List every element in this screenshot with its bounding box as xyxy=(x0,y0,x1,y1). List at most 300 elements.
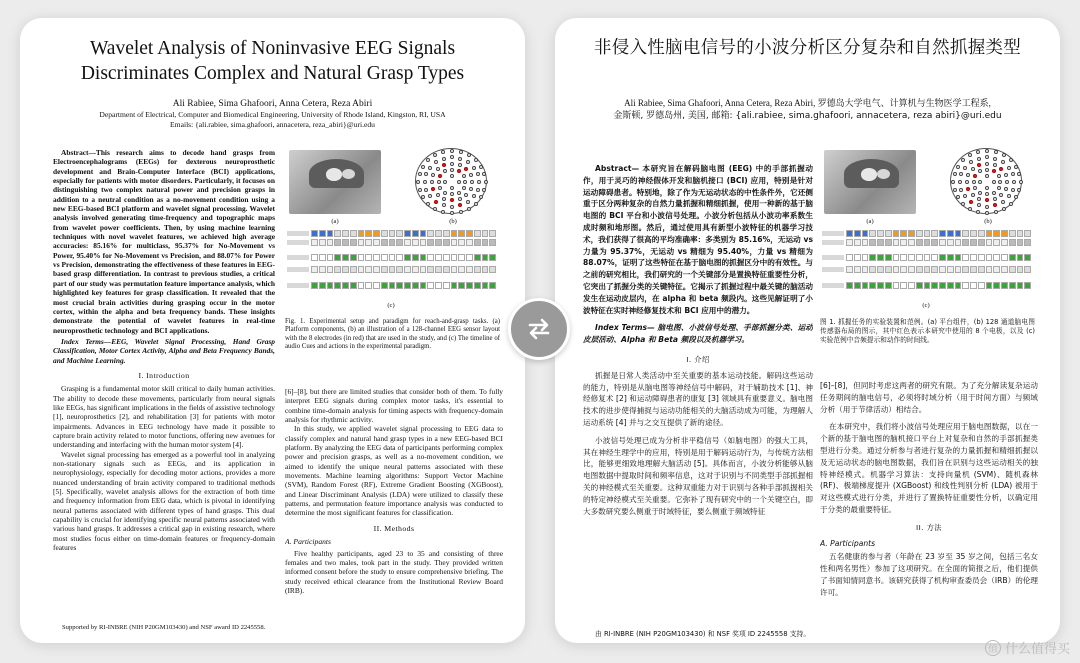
timeline-cell xyxy=(993,282,1000,289)
electrode xyxy=(450,174,454,178)
electrode xyxy=(476,188,480,192)
timeline-cell xyxy=(435,230,442,237)
timeline-cell xyxy=(458,266,465,273)
timeline-cell xyxy=(358,239,365,246)
electrode xyxy=(469,187,473,191)
timeline-cell xyxy=(420,254,427,261)
fig-label-a: (a) xyxy=(866,218,874,225)
timeline-cell xyxy=(334,266,341,273)
timeline-cell xyxy=(924,282,931,289)
electrode xyxy=(977,203,981,207)
methods-paragraph-1: Five healthy participants, aged 23 to 35 and consisting of three females and two males, took part in the study. They provided written informed consent before the study to ensure comprehensive briefing. The study received ethical clearance from the Institutional Review Board (IRB). xyxy=(285,548,503,595)
timeline-cell xyxy=(373,230,380,237)
timeline-cell xyxy=(939,266,946,273)
timeline-cell xyxy=(947,254,954,261)
electrode xyxy=(971,167,975,171)
electrode xyxy=(426,158,430,162)
timeline-row xyxy=(311,254,497,261)
timeline-cell xyxy=(319,282,326,289)
timeline-cell xyxy=(311,230,318,237)
timeline-cell xyxy=(877,239,884,246)
paper-authors: Ali Rabiee, Sima Ghafoori, Anna Cetera, Reza Abiri xyxy=(172,99,373,109)
electrode xyxy=(442,203,446,207)
electrode xyxy=(976,150,980,154)
timeline-cell xyxy=(900,254,907,261)
timeline-cell xyxy=(900,266,907,273)
timeline-row-label xyxy=(287,267,309,272)
timeline-cell xyxy=(970,230,977,237)
electrode xyxy=(437,180,441,184)
timeline-cell xyxy=(381,230,388,237)
timeline-cell xyxy=(474,230,481,237)
electrode xyxy=(457,191,461,195)
timeline-cell xyxy=(877,282,884,289)
timeline-cell xyxy=(947,266,954,273)
electrode xyxy=(458,197,462,201)
electrode xyxy=(1011,188,1015,192)
timeline-cell xyxy=(466,239,473,246)
electrode xyxy=(474,158,478,162)
timeline-cell xyxy=(908,239,915,246)
subsection-participants-title-zh: A. Participants xyxy=(820,538,876,548)
left-column-2 xyxy=(285,387,503,635)
timeline-cell xyxy=(365,230,372,237)
timeline-cell xyxy=(319,239,326,246)
electrode xyxy=(436,167,440,171)
timeline-cell xyxy=(970,282,977,289)
swap-arrows-icon xyxy=(524,314,554,344)
funding-footnote-zh: 由 RI-INBRE (NIH P20GM103430) 和 NSF 奖项 ID 2245558 支持。 xyxy=(595,630,811,638)
chinese-paper-page xyxy=(555,18,1060,643)
timeline-cell xyxy=(373,266,380,273)
electrode xyxy=(999,193,1003,197)
electrode xyxy=(467,153,471,157)
electrode xyxy=(479,165,483,169)
timeline-cell xyxy=(420,239,427,246)
timeline-cell xyxy=(862,282,869,289)
watermark-text: 什么值得买 xyxy=(1004,642,1070,657)
timeline-cell xyxy=(846,239,853,246)
timeline-cell xyxy=(846,266,853,273)
electrode xyxy=(474,202,478,206)
timeline-cell xyxy=(474,254,481,261)
electrode xyxy=(978,191,982,195)
timeline-cell xyxy=(955,230,962,237)
abstract-zh: Abstract— 本研究旨在解码脑电图 (EEG) 中的手部抓握动作，用于灵巧的神经假体开发和脑机接口 (BCI) 应用，特别是针对运动障碍患者。特别地，除了作为无运动状态的中性条件外，它还侧重于区分两种复杂的自然力量抓握和精细抓握，使用一种新的基于脑电图的 BCI 平台和小波信号处理。小波分析包括从小波功率系数生成时频和地形图。然后，通过使用具有新型小波特征的机器学习技术，我们获得了很高的平均准确率：多类别为 85.16%，无运动 vs 力量为 95.37%，无运动 vs 精细为 95.40%，力量 vs 精细为 88.07%，证明了这些特征在基于脑电图的抓握区分中的有效性。与之前的研究相比，我们研究的一个关键部分是置换特征重要性分析，它突出了抓握分类的关键特征。它揭示了抓握过程中最关键的脑活动发生在运动皮层内，在 alpha 和 beta 频段内。这些见解证明了小波特征在实时神经修复技术和 BCI 应用中的潜力。 xyxy=(583,164,813,315)
timeline-cell xyxy=(482,266,489,273)
timeline-cell xyxy=(986,266,993,273)
timeline-cell xyxy=(893,230,900,237)
timeline-cell xyxy=(908,282,915,289)
timeline-cell xyxy=(412,254,419,261)
timeline-cell xyxy=(358,230,365,237)
electrode xyxy=(985,211,989,215)
timeline-cell xyxy=(358,254,365,261)
electrode xyxy=(477,180,481,184)
timeline-cell xyxy=(939,230,946,237)
paper-affiliation-zh: 金斯顿, 罗德岛州, 美国, 邮箱: {ali.rabiee, sima.ghafoori, annacetera, reza abiri}@uri.edu xyxy=(613,111,1002,121)
electrode xyxy=(469,173,473,177)
timeline-cell xyxy=(482,230,489,237)
electrode xyxy=(1012,180,1016,184)
electrode xyxy=(1011,172,1015,176)
electrode xyxy=(985,174,989,178)
timeline-cell xyxy=(931,254,938,261)
timeline-cell xyxy=(1017,266,1024,273)
timeline-cell xyxy=(978,282,985,289)
electrode xyxy=(424,172,428,176)
electrode xyxy=(467,207,471,211)
timeline-cell xyxy=(1017,254,1024,261)
timeline-cell xyxy=(311,254,318,261)
abstract: Abstract—This research aims to decode hand grasps from Electroencephalograms (EEGs) for dexterous neuroprosthetic development and Brain-Computer Interface (BCI) applications, especially for patients with motor disorders. Particularly, it focuses on distinguishing two complex natural power and precision grasps in addition to a neutral condition as a no-movement condition using a new EEG-based BCI platform and wavelet signal processing. Wavelet analysis involved generating time-frequency and topographic maps from wavelet power coefficients. Then, by using machine learning techniques with novel wavelet features, we achieved high average accuracies: 85.16% for multiclass, 95.37% for No-Movement vs Power, 95.40% for No-Movement vs Precision, and 88.07% for Power vs Precision, demonstrating the effectiveness of these features in EEG-based grasp differentiation. In contrast to previous studies, a critical part of our study was permutation feature importance analysis, which highlighted key features for grasp classification. It revealed that the most crucial brain activities during grasping occur in the motor cortex, within the alpha and beta frequency bands. These insights demonstrate the potential of wavelet features in real-time neuroprosthetic technology and BCI applications. xyxy=(53,148,275,335)
electrode xyxy=(985,155,989,159)
electrode xyxy=(976,210,980,214)
timeline-cell xyxy=(924,239,931,246)
timeline-cell xyxy=(908,230,915,237)
timeline-row xyxy=(846,254,1032,261)
electrode xyxy=(985,186,989,190)
electrode-used xyxy=(457,169,461,173)
timeline-row xyxy=(846,230,1032,237)
timeline-cell xyxy=(1009,266,1016,273)
timeline-cell xyxy=(877,266,884,273)
timeline-cell xyxy=(970,254,977,261)
timeline-cell xyxy=(869,266,876,273)
electrode xyxy=(963,194,967,198)
electrode-used xyxy=(438,174,442,178)
timeline-cell xyxy=(900,239,907,246)
timeline-cell xyxy=(451,239,458,246)
electrode xyxy=(459,150,463,154)
timeline-cell xyxy=(869,239,876,246)
electrode xyxy=(992,180,996,184)
timeline-cell xyxy=(489,254,496,261)
col2-paragraph-1-zh: [6]–[8]，但同时考虑这两者的研究有限。为了充分解读复杂运动任务期间的脑电信号，必须将时域分析（用于时间方面）与频域分析（用于节律活动）相结合。 xyxy=(820,381,1038,414)
timeline-cell xyxy=(1001,266,1008,273)
electrode xyxy=(428,194,432,198)
eeg-sensor-layout xyxy=(950,148,1022,214)
electrode xyxy=(434,160,438,164)
electrode xyxy=(997,186,1001,190)
electrode xyxy=(438,186,442,190)
electrode xyxy=(969,160,973,164)
electrode xyxy=(416,180,420,184)
electrode xyxy=(424,188,428,192)
timeline-cell xyxy=(854,282,861,289)
electrode xyxy=(1005,180,1009,184)
timeline-cell xyxy=(908,266,915,273)
timeline-cell xyxy=(443,266,450,273)
intro-paragraph-1-zh: 抓握是日常人类活动中至关重要的基本运动技能。解码这些运动的能力，特别是从脑电图等神经信号中解码，对于辅助技术 [1]、神经修复术 [2] 和运动障碍患者的康复 [3] 领域具有重要意义。脑电图技术的进步使得捕捉与运动功能相关的大脑活动成为可能，为理解人运动系统 [4] 并与之交互提供了新的途径。 xyxy=(583,370,813,427)
timeline-cell xyxy=(458,239,465,246)
electrode xyxy=(457,180,461,184)
electrode xyxy=(977,157,981,161)
paper-affiliation xyxy=(40,110,505,130)
electrode xyxy=(436,193,440,197)
timeline-cell xyxy=(900,282,907,289)
timeline-cell xyxy=(939,282,946,289)
timeline-cell xyxy=(404,282,411,289)
timeline-cell xyxy=(435,239,442,246)
electrode xyxy=(963,166,967,170)
electrode xyxy=(994,210,998,214)
timeline-cell xyxy=(327,239,334,246)
timeline-cell xyxy=(311,239,318,246)
electrode xyxy=(959,188,963,192)
timeline-cell xyxy=(931,266,938,273)
timeline-cell xyxy=(466,254,473,261)
timeline-cell xyxy=(365,266,372,273)
timeline-cell xyxy=(869,282,876,289)
timeline-cell xyxy=(396,230,403,237)
timeline-cell xyxy=(342,230,349,237)
timeline-row-label xyxy=(287,283,309,288)
timeline-cell xyxy=(389,254,396,261)
timeline-cell xyxy=(947,282,954,289)
timeline-cell xyxy=(381,266,388,273)
fig-label-c: (c) xyxy=(387,302,395,309)
timeline-cell xyxy=(931,230,938,237)
electrode xyxy=(1007,194,1011,198)
timeline-cell xyxy=(482,254,489,261)
timeline-cell xyxy=(412,266,419,273)
timeline-cell xyxy=(482,239,489,246)
timeline-cell xyxy=(939,239,946,246)
fig-label-b: (b) xyxy=(984,218,992,225)
electrode xyxy=(433,153,437,157)
watermark-logo-icon: 值 xyxy=(985,640,1001,656)
timeline-cell xyxy=(489,266,496,273)
fig-label-a: (a) xyxy=(331,218,339,225)
timeline-cell xyxy=(962,230,969,237)
timeline-cell xyxy=(1024,239,1031,246)
timeline-cell xyxy=(427,282,434,289)
timeline-cell xyxy=(931,282,938,289)
timeline-cell xyxy=(365,239,372,246)
electrode xyxy=(450,162,454,166)
affiliation-text: Department of Electrical, Computer and Biomedical Engineering, University of Rhode Island, Kingston, RI, USA xyxy=(99,110,446,119)
timeline-row-label xyxy=(287,231,309,236)
electrode xyxy=(953,172,957,176)
electrode-used xyxy=(977,163,981,167)
timeline-cell xyxy=(978,239,985,246)
timeline-cell xyxy=(327,282,334,289)
timeline-cell xyxy=(427,254,434,261)
electrode xyxy=(993,197,997,201)
electrode xyxy=(443,180,447,184)
timeline-cell xyxy=(474,266,481,273)
electrode xyxy=(985,205,989,209)
intro-paragraph-2-zh: 小波信号处理已成为分析非平稳信号（如脑电图）的强大工具，其在神经生理学中的应用，特别是用于解码运动行为，与传统方法相比，能够更细致地理解大脑活动 [5]。具体而言，小波分析能够从脑电图数据中提取时间和频率信息，这对于识别与不同类型手部抓握相关的神经模式至关重要。这种双重能力对于识别与各种手部抓握相关的特定神经模式至关重要。它弥补了现有研究中的一个关键空白，即大多数研究要么侧重于时域特征，要么侧重于频域特征 xyxy=(583,435,813,516)
electrode xyxy=(1017,172,1021,176)
electrode xyxy=(1004,173,1008,177)
figure-1-caption: Fig. 1. Experimental setup and paradigm for reach-and-grasp tasks. (a) Platform components, (b) an illustration of a 128-channel EEG sensor layout with the 8 electrodes (in red) that are used in the study, and (c) The timeline of audio Cues and actions in the experimental paradigm. xyxy=(285,318,500,350)
electrode xyxy=(462,186,466,190)
intro-paragraph-1: Grasping is a fundamental motor skill critical to daily human activities. The ability to decode these movements, particularly from neural signals like EEGs, has significant implications in the fields of assistive technology [1], neuroprosthetics [2], and rehabilitation [3] for patients with motor impairments. Advances in EEG technology have made it possible to capture brain activity related to motor functions, offering new avenues for understanding and interfacing with the human motor system [4]. xyxy=(53,384,275,450)
timeline-row xyxy=(311,266,497,273)
electrode-used xyxy=(464,167,468,171)
timeline-cell xyxy=(319,254,326,261)
timeline-cell xyxy=(924,230,931,237)
timeline-cell xyxy=(443,239,450,246)
timeline-cell xyxy=(435,282,442,289)
timeline-cell xyxy=(474,239,481,246)
electrode xyxy=(443,191,447,195)
electrode xyxy=(958,180,962,184)
electrode-used xyxy=(973,174,977,178)
electrode xyxy=(966,173,970,177)
timeline-cell xyxy=(970,266,977,273)
timeline-cell xyxy=(319,266,326,273)
electrode xyxy=(1001,200,1005,204)
timeline-cell xyxy=(451,254,458,261)
subsection-participants-title: A. Participants xyxy=(285,537,331,547)
section-introduction-title-zh: I. 介绍 xyxy=(686,354,710,364)
electrode xyxy=(479,195,483,199)
electrode xyxy=(972,180,976,184)
timeline-cell xyxy=(1024,266,1031,273)
electrode xyxy=(482,188,486,192)
electrode xyxy=(459,210,463,214)
timeline-cell xyxy=(365,254,372,261)
electrode xyxy=(484,180,488,184)
electrode xyxy=(463,180,467,184)
timeline-cell xyxy=(962,282,969,289)
timeline-cell xyxy=(451,266,458,273)
electrode xyxy=(985,162,989,166)
timeline-cell xyxy=(350,266,357,273)
timeline-cell xyxy=(1001,282,1008,289)
timeline-cell xyxy=(978,266,985,273)
timeline-cell xyxy=(955,266,962,273)
electrode xyxy=(466,200,470,204)
timeline-cell xyxy=(1017,230,1024,237)
timeline-cell xyxy=(1017,239,1024,246)
timeline-cell xyxy=(1024,254,1031,261)
timeline-cell xyxy=(420,230,427,237)
electrode xyxy=(968,207,972,211)
electrode-used xyxy=(999,167,1003,171)
electrode xyxy=(951,180,955,184)
col2-paragraph-2-zh: 在本研究中，我们将小波信号处理应用于脑电图数据，以在一个新的基于脑电图的脑机接口平台上对复杂和自然的手部抓握类型进行分类。通过分析参与者进行复杂的力量抓握和精细抓握以及无运动状态的脑电图数据，我们旨在识别与这些运动相关的独特神经模式。机器学习算法：支持向量机 (SVM)、随机森林 (RF)、极端梯度提升 (XGBoost) 和线性判别分析 (LDA) 被用于对这些模式进行分类，并进行了置换特征重要性分析，以确定用于分类的最重要特征。 xyxy=(820,422,1038,514)
col2-paragraph-1: [6]–[8], but there are limited studies that consider both of them. To fully interpret EEG signals during complex motor tasks, it's essential to combine time-domain analysis for timing aspects with frequency-domain analysis for rhythmic activity. xyxy=(285,387,503,425)
timeline-cell xyxy=(373,239,380,246)
timeline-cell xyxy=(986,239,993,246)
timeline-cell xyxy=(846,230,853,237)
timeline-cell xyxy=(986,254,993,261)
platform-photo xyxy=(824,150,916,214)
electrode xyxy=(433,207,437,211)
paper-title: Wavelet Analysis of Noninvasive EEG Signals Discriminates Complex and Natural Grasp Types xyxy=(80,38,465,84)
timeline-cell xyxy=(466,266,473,273)
timeline-cell xyxy=(986,230,993,237)
timeline-cell xyxy=(474,282,481,289)
timeline-cell xyxy=(877,230,884,237)
intro-paragraph-2: Wavelet signal processing has emerged as a powerful tool in analyzing non-stationary signals such as EEGs, and its application in neurophysiology, especially for decoding motor actions, provides a more nuanced understanding of brain activity compared to traditional methods [5]. Specifically, wavelet analysis allows for the extraction of both time and frequency information from EEG data, which is pivotal in identifying neural patterns associated with different types of hand grasps. This dual capability is crucial for identifying specific neural patterns associated with various hand grasps. It addresses a critical gap in existing research, where most studies focus either on time-domain features or frequency-domain features xyxy=(53,449,275,553)
timeline-cell xyxy=(916,254,923,261)
timeline-cell xyxy=(334,282,341,289)
electrode xyxy=(450,192,454,196)
electrode xyxy=(998,180,1002,184)
timeline-cell xyxy=(451,230,458,237)
timeline-cell xyxy=(993,230,1000,237)
electrode xyxy=(994,150,998,154)
timeline-cell xyxy=(451,282,458,289)
electrode xyxy=(993,157,997,161)
electrode xyxy=(953,188,957,192)
electrode xyxy=(1009,158,1013,162)
eeg-sensor-layout xyxy=(415,148,487,214)
swap-translation-button[interactable] xyxy=(508,298,570,360)
timeline-cell xyxy=(358,282,365,289)
electrode-used xyxy=(992,169,996,173)
timeline-cell xyxy=(955,239,962,246)
electrode xyxy=(978,180,982,184)
electrode xyxy=(472,166,476,170)
timeline-cell xyxy=(404,230,411,237)
timeline-cell xyxy=(869,254,876,261)
timeline-cell xyxy=(311,282,318,289)
index-terms: Index Terms—EEG, Wavelet Signal Processing, Hand Grasp Classification, Motor Cortex Activity, Alpha and Beta Frequency Bands, and Machine Learning. xyxy=(53,336,275,365)
timeline-cell xyxy=(854,266,861,273)
timeline-cell xyxy=(412,282,419,289)
electrode xyxy=(450,211,454,215)
timeline-cell xyxy=(311,266,318,273)
timeline-cell xyxy=(404,254,411,261)
timeline-cell xyxy=(443,230,450,237)
paradigm-timeline xyxy=(287,230,497,300)
electrode xyxy=(450,186,454,190)
timeline-cell xyxy=(916,239,923,246)
paper-title-zh: 非侵入性脑电信号的小波分析区分复杂和自然抓握类型 xyxy=(593,38,1022,58)
electrode xyxy=(418,188,422,192)
timeline-cell xyxy=(342,282,349,289)
timeline-cell xyxy=(381,239,388,246)
timeline-cell xyxy=(327,254,334,261)
electrode xyxy=(423,180,427,184)
timeline-cell xyxy=(412,239,419,246)
section-methods-title-zh: II. 方法 xyxy=(916,522,942,532)
figure-1-caption-zh: 图 1. 抓握任务的实验装置和范例。(a) 平台组件，(b) 128 通道脑电图传感器布局的图示，其中红色表示本研究中使用的 8 个电极，以及 (c) 实验范例中音频提示和动作的时间线。 xyxy=(820,318,1035,344)
timeline-cell xyxy=(396,254,403,261)
figure-1 xyxy=(285,148,500,308)
timeline-cell xyxy=(443,282,450,289)
timeline-cell xyxy=(1001,230,1008,237)
electrode-used xyxy=(450,198,454,202)
electrode xyxy=(450,205,454,209)
timeline-cell xyxy=(389,239,396,246)
timeline-cell xyxy=(466,230,473,237)
electrode xyxy=(1002,153,1006,157)
emails-text: Emails: {ali.rabiee, sima.ghafoori, annacetera, reza_abiri}@uri.edu xyxy=(170,120,375,129)
timeline-cell xyxy=(962,266,969,273)
timeline-cell xyxy=(869,230,876,237)
timeline-cell xyxy=(482,282,489,289)
timeline-cell xyxy=(389,230,396,237)
timeline-cell xyxy=(420,266,427,273)
electrode-used xyxy=(969,200,973,204)
electrode xyxy=(956,195,960,199)
timeline-cell xyxy=(1009,230,1016,237)
electrode xyxy=(430,180,434,184)
timeline-cell xyxy=(435,254,442,261)
funding-footnote: Supported by RI-INBRE (NIH P20GM103430) and NSF award ID 2245558. xyxy=(62,624,266,631)
timeline-cell xyxy=(334,254,341,261)
timeline-cell xyxy=(350,239,357,246)
timeline-cell xyxy=(877,254,884,261)
timeline-cell xyxy=(986,282,993,289)
